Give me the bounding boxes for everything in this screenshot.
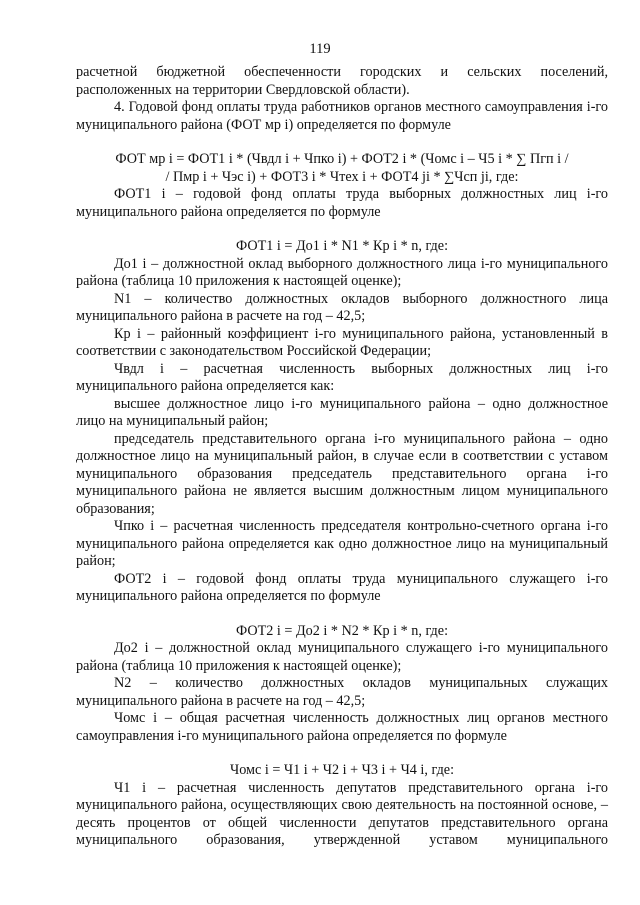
document-body — [76, 64, 608, 850]
formula-line: ФОТ мр i = ФОТ1 i * (Чвдл i + Чпко i) + ФОТ2 i * (Чомс i – Ч5 i * ∑ Пгп i / — [115, 151, 569, 167]
paragraph: высшее должностное лицо i-го муниципального района – одно должностное лицо на муниципальный район; — [76, 395, 608, 429]
formula-line: / Пмр i + Чэс i) + ФОТ3 i * Чтех i + ФОТ4 ji * ∑Чсп ji, где: — [165, 168, 519, 185]
spacer — [76, 745, 608, 762]
spacer — [76, 606, 608, 623]
paragraph: Чпко i – расчетная численность председателя контрольно-счетного органа i-го муниципального района определяется как одно должностное лицо на муниципальный район; — [76, 518, 608, 569]
formula-line: ФОТ1 i = До1 i * N1 * Кр i * n, где: — [235, 238, 449, 254]
paragraph: До1 i – должностной оклад выборного должностного лица i-го муниципального района (таблица 10 приложения к настоящей оценке); — [76, 255, 608, 289]
paragraph: N1 – количество должностных окладов выборного должностного лица муниципального района в расчете на год – 42,5; — [76, 290, 608, 324]
paragraph: Ч1 i – расчетная численность депутатов представительного органа i-го муниципального района, осуществляющих свою деятельность на постоянной основе, – десять процентов от общей численности депутатов представительного органа муниципального образования, утвержденной уставом муниципального — [76, 779, 608, 848]
paragraph: N2 – количество должностных окладов муниципальных служащих муниципального района в расчете на год – 42,5; — [76, 675, 608, 709]
paragraph: Кр i – районный коэффициент i-го муниципального района, установленный в соответствии с законодательством Российской Федерации; — [76, 325, 608, 359]
page-number: 119 — [309, 41, 331, 57]
spacer — [76, 134, 608, 151]
spacer — [76, 221, 608, 238]
paragraph: Чвдл i – расчетная численность выборных должностных лиц i-го муниципального района определяется как: — [76, 360, 608, 394]
formula-line: ФОТ2 i = До2 i * N2 * Кр i * n, где: — [235, 622, 449, 639]
paragraph: ФОТ2 i – годовой фонд оплаты труда муниципального служащего i-го муниципального района определяется по формуле — [76, 570, 608, 604]
paragraph: расчетной бюджетной обеспеченности городских и сельских поселений, расположенных на территории Свердловской области). — [76, 64, 608, 98]
formula-line: Чомс i = Ч1 i + Ч2 i + Ч3 i + Ч4 i, где: — [229, 762, 455, 778]
paragraph: председатель представительного органа i-го муниципального района – одно должностное лицо на муниципальный район, в случае если в соответствии с уставом муниципального образования председатель представительного органа i-го муниципального района не является высшим должностным лицом муниципального образования; — [76, 430, 608, 517]
paragraph: До2 i – должностной оклад муниципального служащего i-го муниципального района (таблица 10 приложения к настоящей оценке); — [76, 640, 608, 674]
paragraph: ФОТ1 i – годовой фонд оплаты труда выборных должностных лиц i-го муниципального района определяется по формуле — [76, 186, 608, 220]
paragraph: 4. Годовой фонд оплаты труда работников органов местного самоуправления i-го муниципального района (ФОТ мр i) определяется по формуле — [76, 99, 608, 133]
paragraph: Чомс i – общая расчетная численность должностных лиц органов местного самоуправления i-го муниципального района определяется по формуле — [76, 710, 608, 744]
